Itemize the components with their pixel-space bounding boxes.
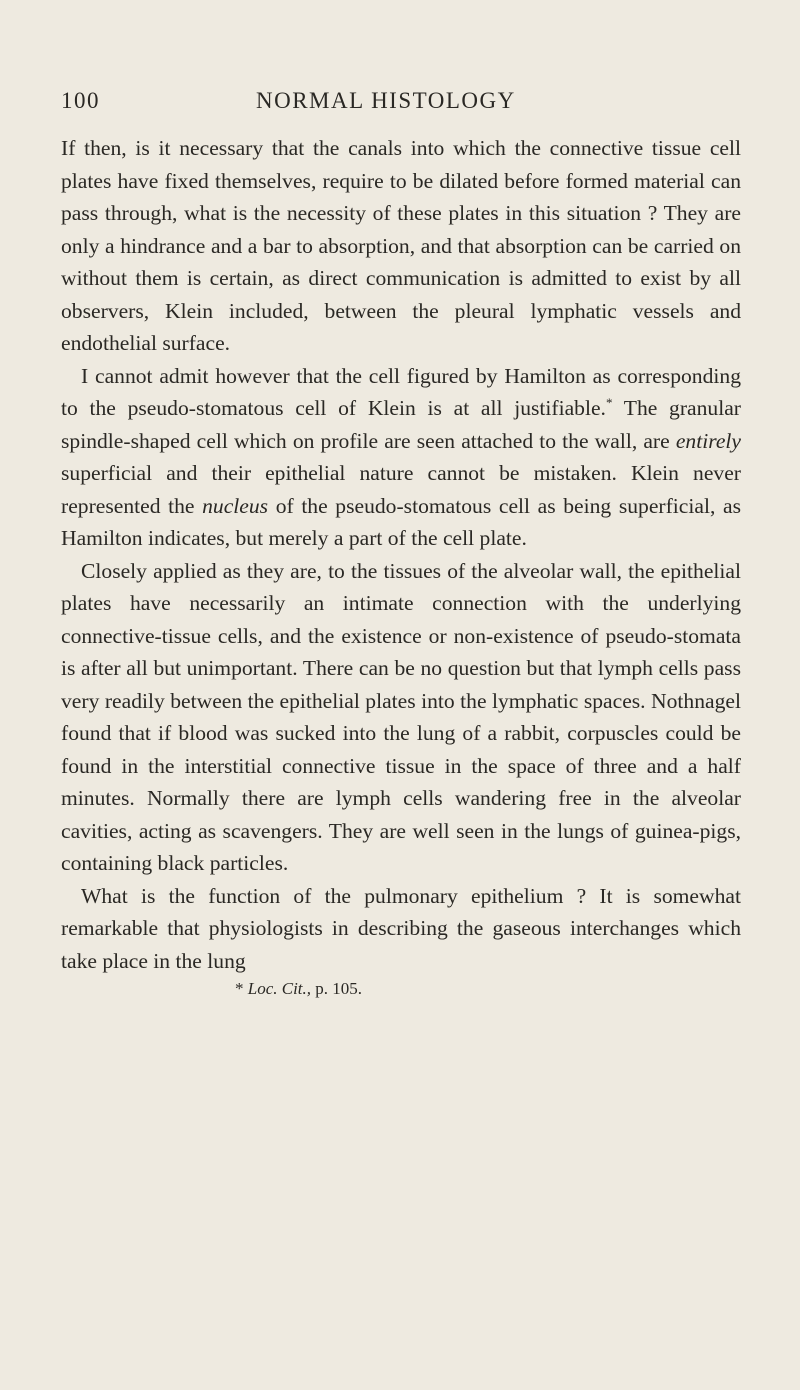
footnote-mark: * <box>235 979 244 998</box>
running-head <box>61 88 741 128</box>
paragraph-2 <box>61 360 741 555</box>
footnote-reference-mark: * <box>605 394 613 410</box>
paragraph-2-text-c: superficial and their epithelial nature cannot be mistaken. Klein never represented the <box>61 461 741 518</box>
book-title: NORMAL HISTOLOGY <box>256 88 516 113</box>
paragraph-3: Closely applied as they are, to the tissues of the alveolar wall, the epithelial plates have necessarily an intimate connection with the underlying connective-tissue cells, and the existence or non-existence of pseudo-stomata is after all but unimportant. There can be no question but that lymph cells pass very readily between the epithelial plates into the lymphatic spaces. Nothnagel found that if blood was sucked into the lung of a rabbit, corpuscles could be found in the interstitial connective tissue in the space of three and a half minutes. Normally there are lymph cells wandering free in the alveolar cavities, acting as scavengers. They are well seen in the lungs of guinea-pigs, containing black particles. <box>61 558 741 875</box>
book-page <box>61 88 741 1001</box>
emphasis-entirely: entirely <box>675 428 741 453</box>
body-text <box>61 132 741 977</box>
paragraph-2-text-b: The granular spindle-shaped cell which on profile are seen attached to the wall, are <box>61 396 741 453</box>
footnote-page-ref: p. 105. <box>315 979 363 998</box>
paragraph-1: If then, is it necessary that the canals into which the connective tissue cell plates have fixed themselves, require to be dilated before formed material can pass through, what is the necessity of these plates in this situation ? They are only a hindrance and a bar to absorption, and that absorption can be carried on without them is certain, as direct communication is admitted to exist by all observers, Klein included, between the pleural lymphatic vessels and endothelial surface. <box>61 136 741 355</box>
page-number: 100 <box>61 88 100 113</box>
paragraph-4: What is the function of the pulmonary epithelium ? It is somewhat remarkable that physiologists in describing the gaseous interchanges which take place in the lung <box>61 883 741 973</box>
paragraph-2-text-a: I cannot admit however that the cell figured by Hamilton as corresponding to the pseudo-stomatous cell of Klein is at all justifiable. <box>61 363 741 420</box>
paragraph-2-text-d: of the pseudo-stomatous cell as being superficial, as Hamilton indicates, but merely a part of the cell plate. <box>61 493 741 550</box>
emphasis-nucleus: nucleus <box>202 493 269 518</box>
footnote-citation: Loc. Cit., <box>247 979 312 998</box>
footnote <box>61 977 741 1001</box>
